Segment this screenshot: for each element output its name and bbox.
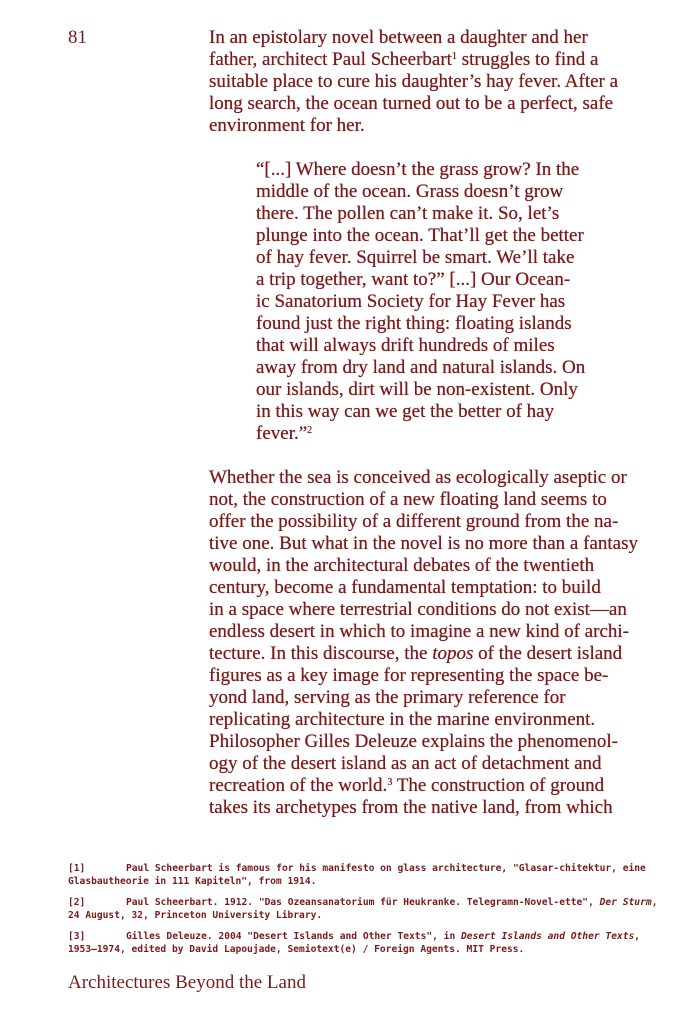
page-number: 81 bbox=[68, 27, 87, 48]
quote-line: ic Sanatorium Society for Hay Fever has bbox=[256, 291, 566, 312]
text-line: figures as a key image for representing the space be- bbox=[209, 665, 609, 686]
text-line: ogy of the desert island as an act of detachment and bbox=[209, 753, 602, 774]
text-line: century, become a fundamental temptation: to build bbox=[209, 577, 601, 598]
block-quote bbox=[256, 159, 626, 445]
footnote-2 bbox=[68, 896, 672, 922]
footnote-italic: Der Sturm bbox=[599, 897, 652, 908]
footnote-text: Gilles Deleuze. 2004 "Desert Islands and Other Texts", in bbox=[126, 931, 462, 942]
footnote-3 bbox=[68, 930, 672, 956]
italic-term: topos bbox=[432, 643, 474, 664]
footnote-number: [2] bbox=[68, 897, 86, 908]
footnote-text: , 24 August, 32, Princeton University Library. bbox=[68, 897, 658, 921]
text-line: suitable place to cure his daughter’s hay fever. After a bbox=[209, 71, 619, 92]
text-line: tive one. But what in the novel is no more than a fantasy bbox=[209, 533, 638, 554]
text-line: would, in the architectural debates of the twentieth bbox=[209, 555, 595, 576]
quote-line: away from dry land and natural islands. On bbox=[256, 357, 586, 378]
text-line: not, the construction of a new floating land seems to bbox=[209, 489, 607, 510]
text-line: takes its archetypes from the native land, from which bbox=[209, 797, 613, 818]
footnote-number: [3] bbox=[68, 931, 86, 942]
text-line: offer the possibility of a different ground from the na- bbox=[209, 511, 619, 532]
footnote-marker: 3 bbox=[387, 777, 393, 788]
quote-line: that will always drift hundreds of miles bbox=[256, 335, 555, 356]
quote-line: in this way can we get the better of hay bbox=[256, 401, 555, 422]
quote-line: “[...] Where doesn’t the grass grow? In the bbox=[256, 159, 580, 180]
text-line: Philosopher Gilles Deleuze explains the phenomenol- bbox=[209, 731, 618, 752]
text-line: father, architect Paul Scheerbart$^1$ struggles to find a bbox=[209, 49, 599, 70]
footnotes bbox=[68, 862, 672, 964]
footnote-marker: 1 bbox=[451, 51, 457, 62]
footnote-text: Paul Scheerbart is famous for his manifesto on glass architecture, "Glasar-chitektur, eine Glasbautheorie in 111 Kapiteln", from 1914. bbox=[68, 863, 646, 887]
text-line: environment for her. bbox=[209, 115, 365, 136]
text-line: tecture. In this discourse, the topos of the desert island bbox=[209, 643, 623, 664]
quote-line: there. The pollen can’t make it. So, let’s bbox=[256, 203, 560, 224]
text-line: in a space where terrestrial conditions do not exist—an bbox=[209, 599, 627, 620]
quote-line: a trip together, want to?” [...] Our Ocean- bbox=[256, 269, 571, 290]
footnote-text: , 1953–1974, edited by David Lapoujade, Semiotext(e) / Foreign Agents. MIT Press. bbox=[68, 931, 641, 955]
text-line: Whether the sea is conceived as ecologically aseptic or bbox=[209, 467, 627, 488]
quote-line: of hay fever. Squirrel be smart. We’ll take bbox=[256, 247, 575, 268]
footnote-marker: 2 bbox=[307, 425, 313, 436]
quote-line: found just the right thing: floating islands bbox=[256, 313, 572, 334]
main-paragraph bbox=[209, 467, 669, 819]
footnote-text: Paul Scheerbart. 1912. "Das Ozeansanatorium für Heukranke. Telegramn-Novel-ette", bbox=[126, 897, 600, 908]
footnote-italic: Desert Islands and Other Texts bbox=[461, 931, 635, 942]
text-line: endless desert in which to imagine a new kind of archi- bbox=[209, 621, 629, 642]
footnote-1 bbox=[68, 862, 672, 888]
text-line: yond land, serving as the primary reference for bbox=[209, 687, 566, 708]
footnote-number: [1] bbox=[68, 863, 86, 874]
text-line: recreation of the world.$^3$ The construction of ground bbox=[209, 775, 605, 796]
text-line: replicating architecture in the marine environment. bbox=[209, 709, 596, 730]
quote-line: plunge into the ocean. That’ll get the better bbox=[256, 225, 584, 246]
text-line: long search, the ocean turned out to be a perfect, safe bbox=[209, 93, 614, 114]
quote-line: fever.”$^2$ bbox=[256, 423, 313, 444]
quote-line: our islands, dirt will be non-existent. Only bbox=[256, 379, 578, 400]
text-line: In an epistolary novel between a daughter and her bbox=[209, 27, 588, 48]
intro-paragraph bbox=[209, 27, 669, 137]
quote-line: middle of the ocean. Grass doesn’t grow bbox=[256, 181, 564, 202]
running-footer-title: Architectures Beyond the Land bbox=[68, 972, 306, 993]
